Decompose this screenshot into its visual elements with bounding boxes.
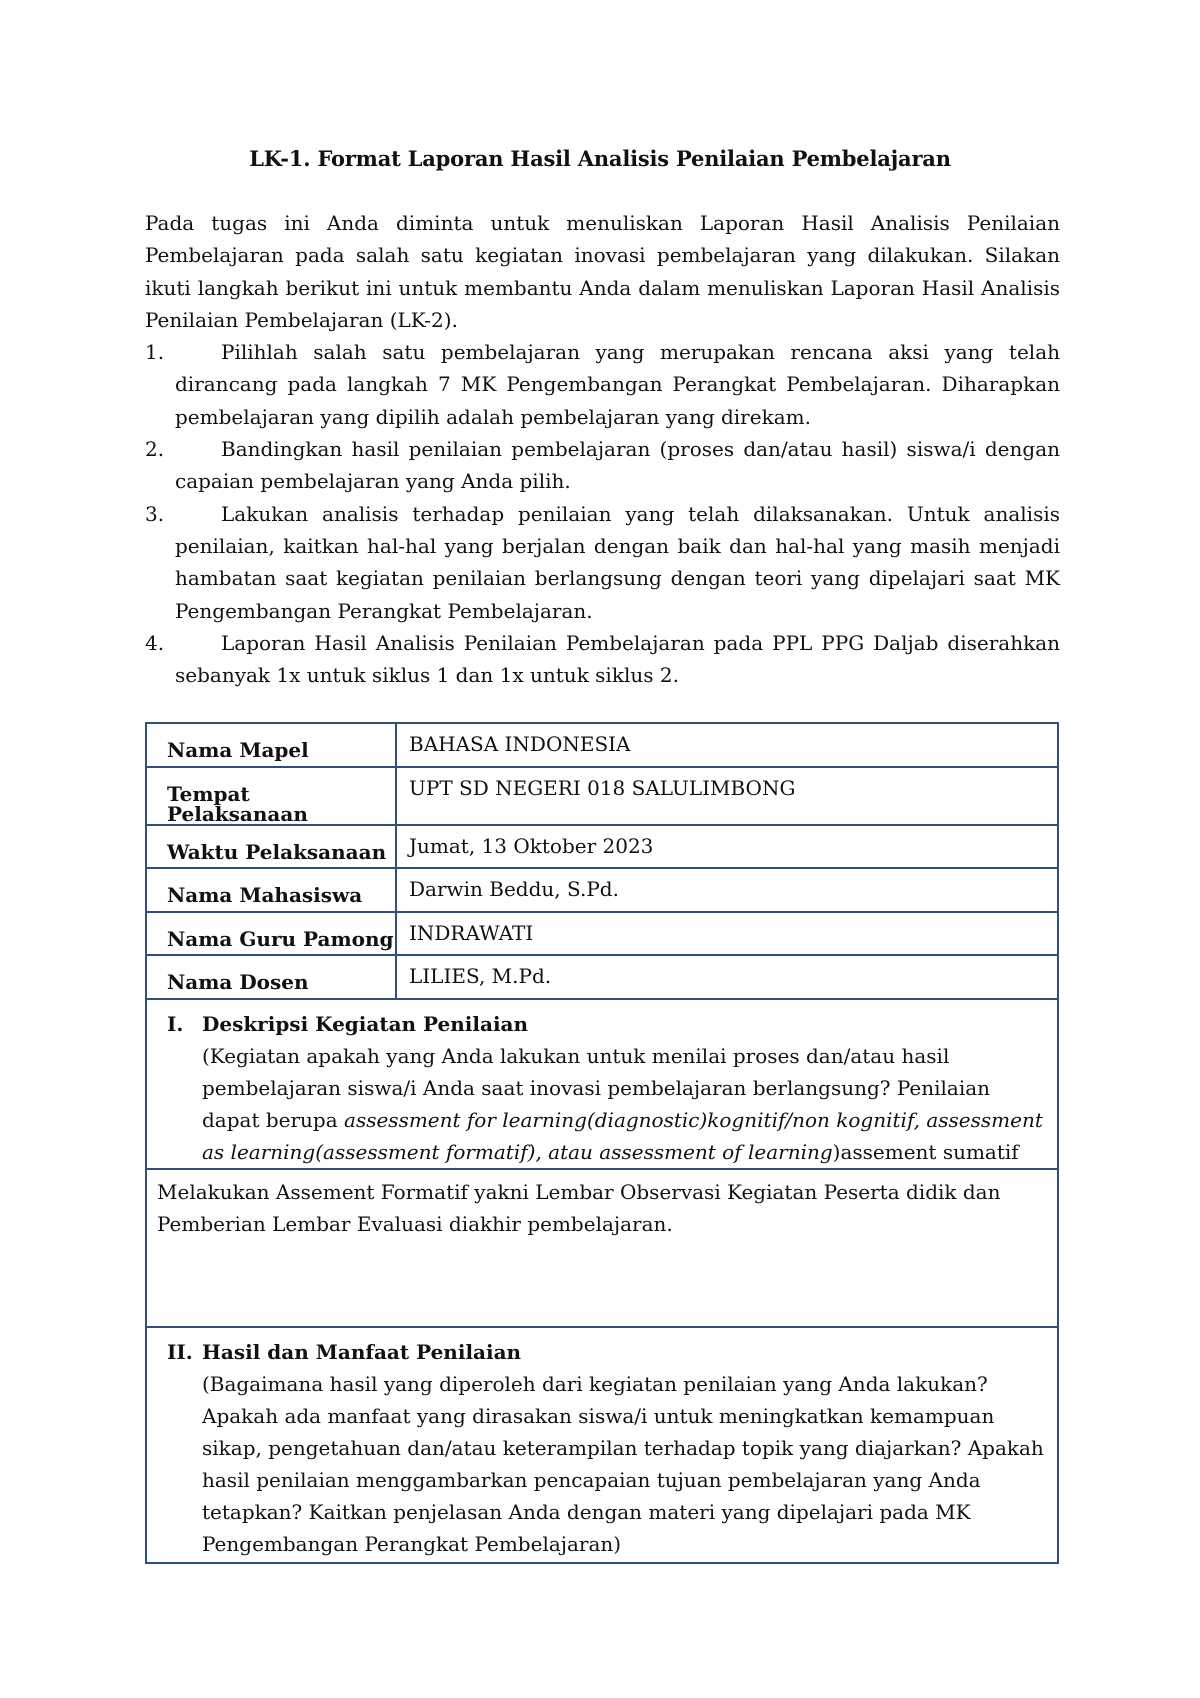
list-item: [145, 627, 1060, 692]
table-row: [146, 723, 1058, 767]
info-label: Nama Dosen: [146, 955, 396, 999]
info-label: Nama Guru Pamong: [146, 912, 396, 956]
table-row: [146, 955, 1058, 999]
report-table: [145, 722, 1059, 1564]
list-item: [145, 433, 1060, 498]
section2-prompt: [147, 1328, 1057, 1560]
table-row: [146, 868, 1058, 912]
section1-answer-row: [146, 1169, 1058, 1327]
section2-prompt-text: (Bagaimana hasil yang diperoleh dari kegiatan penilaian yang Anda lakukan? Apakah ada manfaat yang dirasakan siswa/i untuk meningkatkan kemampuan sikap, pengetahuan dan/atau keterampilan terhadap topik yang diajarkan? Apakah hasil penilaian menggambarkan pencapaian tujuan pembelajaran yang Anda tetapkan? Kaitkan penjelasan Anda dengan materi yang dipelajari pada MK Pengembangan Perangkat Pembelajaran): [202, 1371, 1044, 1556]
table-row: [146, 912, 1058, 956]
section1-number: I.: [167, 1011, 184, 1036]
document-title: LK-1. Format Laporan Hasil Analisis Penilaian Pembelajaran: [249, 146, 951, 171]
info-label: Tempat Pelaksanaan: [146, 767, 396, 825]
step-number: 1.: [145, 340, 165, 365]
section1-prompt: [147, 1000, 1057, 1168]
list-item: [145, 336, 1060, 433]
info-value: Jumat, 13 Oktober 2023: [396, 825, 1058, 869]
info-value: LILIES, M.Pd.: [396, 955, 1058, 999]
section2-number: II.: [167, 1339, 193, 1364]
info-value: UPT SD NEGERI 018 SALULIMBONG: [396, 767, 1058, 825]
steps-list: [145, 336, 1060, 691]
section1-prompt-italic: assessment for learning(diagnostic)kognitif/non kognitif, assessment as learning(assessment formatif), atau assessment of learning: [202, 1107, 1043, 1164]
info-label: Nama Mahasiswa: [146, 868, 396, 912]
step-text: Pilihlah salah satu pembelajaran yang merupakan rencana aksi yang telah dirancang pada langkah 7 MK Pengembangan Perangkat Pembelajaran. Diharapkan pembelajaran yang dipilih adalah pembelajaran yang direkam.: [175, 340, 1060, 429]
section1-answer: Melakukan Assement Formatif yakni Lembar Observasi Kegiatan Peserta didik dan Pemberian Lembar Evaluasi diakhir pembelajaran.: [157, 1179, 1001, 1236]
step-number: 3.: [145, 501, 165, 526]
section2-prompt-row: [146, 1327, 1058, 1563]
step-text: Bandingkan hasil penilaian pembelajaran (proses dan/atau hasil) siswa/i dengan capaian pembelajaran yang Anda pilih.: [175, 437, 1060, 494]
step-number: 2.: [145, 437, 165, 462]
info-label: Waktu Pelaksanaan: [146, 825, 396, 869]
intro-block: [145, 207, 1060, 691]
table-row: [146, 825, 1058, 869]
intro-paragraph: Pada tugas ini Anda diminta untuk menuliskan Laporan Hasil Analisis Penilaian Pembelajaran pada salah satu kegiatan inovasi pembelajaran yang dilakukan. Silakan ikuti langkah berikut ini untuk membantu Anda dalam menuliskan Laporan Hasil Analisis Penilaian Pembelajaran (LK-2).: [145, 211, 1060, 332]
info-value: Darwin Beddu, S.Pd.: [396, 868, 1058, 912]
list-item: [145, 498, 1060, 627]
step-text: Lakukan analisis terhadap penilaian yang telah dilaksanakan. Untuk analisis penilaian, kaitkan hal-hal yang berjalan dengan baik dan hal-hal yang masih menjadi hambatan saat kegiatan penilaian berlangsung dengan teori yang dipelajari saat MK Pengembangan Perangkat Pembelajaran.: [175, 501, 1060, 623]
table-row: [146, 767, 1058, 825]
section1-prompt-text: (Kegiatan apakah yang Anda lakukan untuk menilai proses dan/atau hasil pembelajaran siswa/i Anda saat inovasi pembelajaran berlangsung? Penilaian dapat berupa: [202, 1043, 991, 1132]
info-label: Nama Mapel: [146, 723, 396, 767]
section1-prompt-row: [146, 999, 1058, 1169]
step-text: Laporan Hasil Analisis Penilaian Pembelajaran pada PPL PPG Daljab diserahkan sebanyak 1x untuk siklus 1 dan 1x untuk siklus 2.: [175, 630, 1060, 688]
section1-prompt-end: )assement sumatif: [832, 1139, 1019, 1164]
section1-heading: Deskripsi Kegiatan Penilaian: [202, 1011, 529, 1036]
section2-heading: Hasil dan Manfaat Penilaian: [202, 1339, 522, 1364]
step-number: 4.: [145, 630, 165, 655]
info-value: BAHASA INDONESIA: [396, 723, 1058, 767]
info-value: INDRAWATI: [396, 912, 1058, 956]
